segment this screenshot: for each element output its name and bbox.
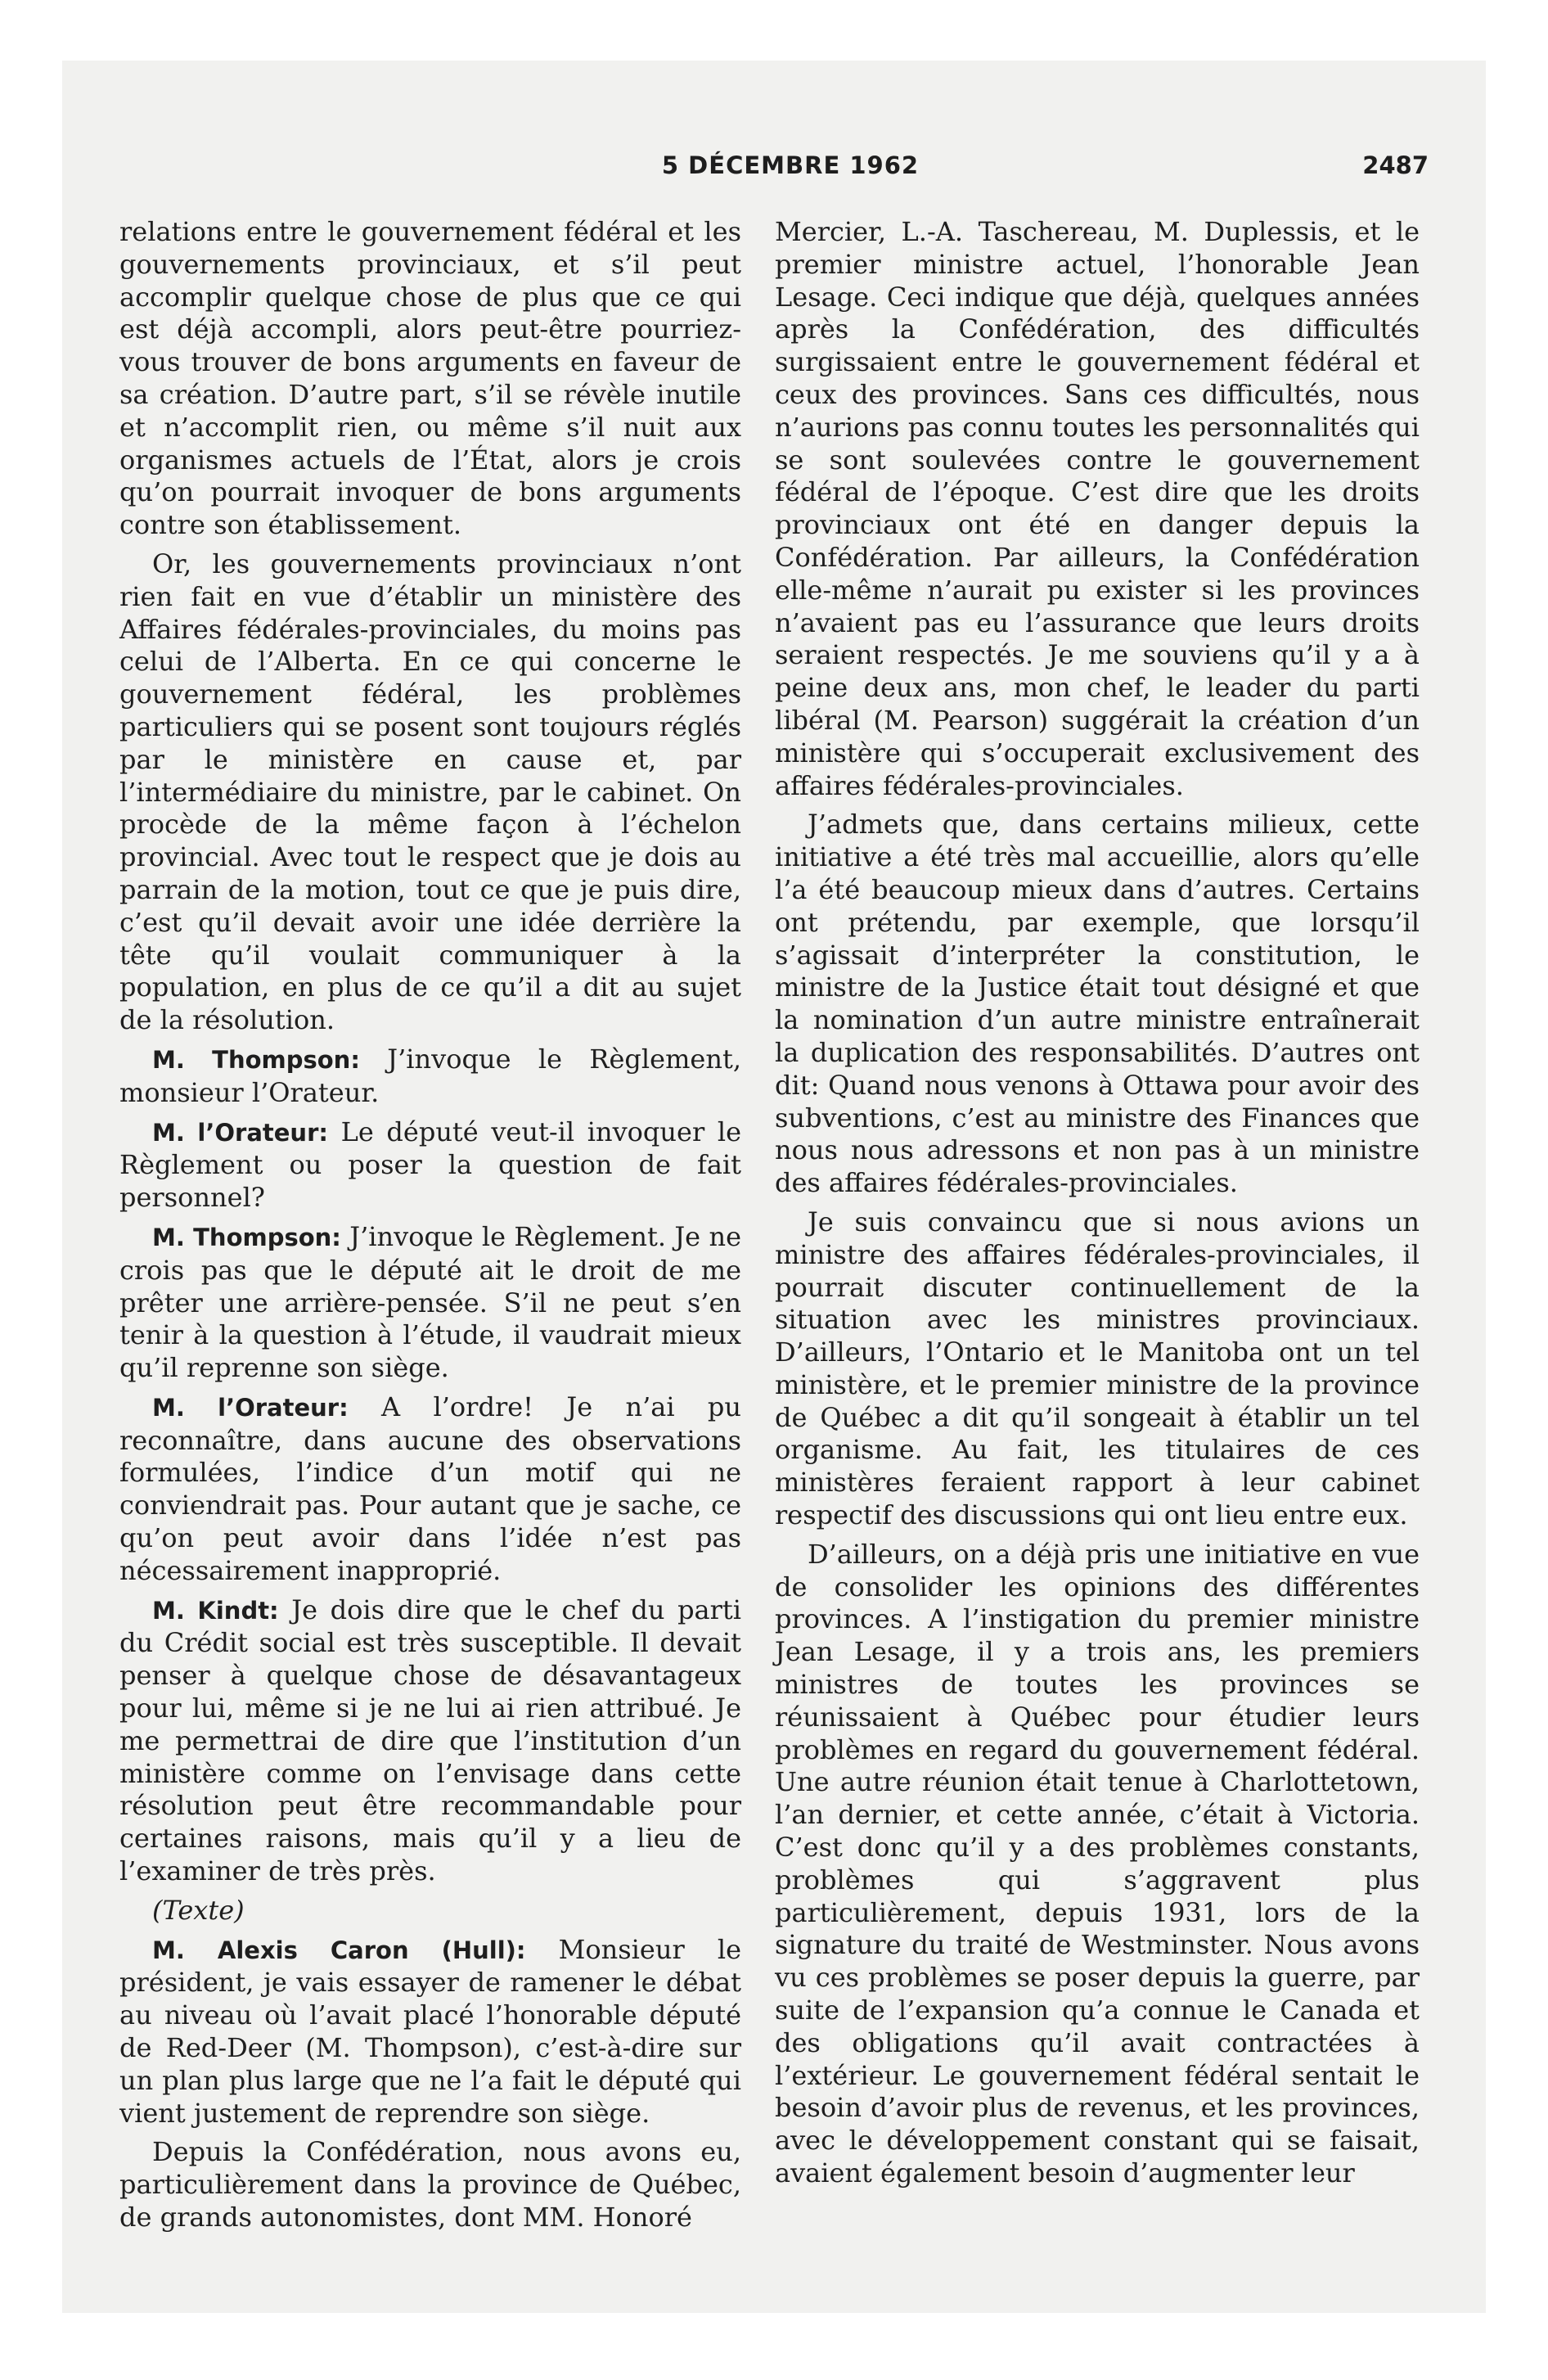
body-paragraph: Mercier, L.-A. Taschereau, M. Duplessis, et le premier ministre actuel, l’honorable Jean Lesage. Ceci indique que déjà, quelques années après la Confédération, des difficultés surgissaient entre le gouvernement fédéral et ceux des provinces. Sans ces difficultés, nous n’aurions pas connu toutes les personnalités qui se sont soulevées contre le gouvernement fédéral de l’époque. C’est dire que les droits provinciaux ont été en danger depuis la Confédération. Par ailleurs, la Confédération elle-même n’aurait pu exister si les provinces n’avaient pas eu l’assurance que leurs droits seraient respectés. Je me souviens qu’il y a à peine deux ans, mon chef, le leader du parti libéral (M. Pearson) suggérait la création d’un ministère qui s’occuperait exclusivement des affaires fédérales-provinciales. [775,216,1420,801]
page-number: 2487 [1362,151,1429,179]
body-paragraph: D’ailleurs, on a déjà pris une initiative en vue de consolider les opinions des différentes provinces. A l’instigation du premier ministre Jean Lesage, il y a trois ans, les premiers ministres de toutes les provinces se réunissaient à Québec pour étudier leurs problèmes en regard du gouvernement fédéral. Une autre réunion était tenue à Charlottetown, l’an dernier, et cette année, c’était à Victoria. C’est donc qu’il y a des problèmes constants, problèmes qui s’aggravent plus particulièrement, depuis 1931, lors de la signature du traité de Westminster. Nous avons vu ces problèmes se poser depuis la guerre, par suite de l’expansion qu’a connue le Canada et des obligations qu’il avait contractées à l’extérieur. Le gouvernement fédéral sentait le besoin d’avoir plus de revenus, et les provinces, avec le développement constant qui se faisait, avaient également besoin d’augmenter leur [775,1538,1420,2189]
speech-paragraph [119,1934,741,2130]
body-paragraph: Je suis convaincu que si nous avions un ministre des affaires fédérales-provinciales, il pourrait discuter continuellement de la situation avec les ministres provinciaux. D’ailleurs, l’Ontario et le Manitoba ont un tel ministère, et le premier ministre de la province de Québec a dit qu’il songeait à établir un tel organisme. Au fait, les titulaires de ces ministères feraient rapport à leur cabinet respectif des discussions qui ont lieu entre eux. [775,1206,1420,1531]
speech-paragraph [119,1221,741,1385]
header-date: 5 DÉCEMBRE 1962 [661,151,920,179]
speech-paragraph [119,1594,741,1888]
left-column [119,216,741,2241]
body-paragraph: Depuis la Confédération, nous avons eu, particulièrement dans la province de Québec, de grands autonomistes, dont MM. Honoré [119,2136,741,2234]
speaker-name: M. Kindt: [152,1596,279,1625]
speech-paragraph [119,1116,741,1215]
speech-paragraph [119,1391,741,1588]
speech-paragraph [119,1044,741,1110]
body-paragraph: Or, les gouvernements provinciaux n’ont rien fait en vue d’établir un ministère des Affaires fédérales-provinciales, du moins pas celui de l’Alberta. En ce qui concerne le gouvernement fédéral, les problèmes particuliers qui se posent sont toujours réglés par le ministère en cause et, par l’intermédiaire du ministre, par le cabinet. On procède de la même façon à l’échelon provincial. Avec tout le respect que je dois au parrain de la motion, tout ce que je puis dire, c’est qu’il devait avoir une idée derrière la tête qu’il voulait communiquer à la population, en plus de ce qu’il a dit au sujet de la résolution. [119,548,741,1036]
right-column [775,216,1420,2197]
speech-text: J’invoque le Règlement. Je ne crois pas que le député ait le droit de me prêter une arrière-pensée. S’il ne peut s’en tenir à la question à l’étude, il vaudrait mieux qu’il reprenne son siège. [119,1220,742,1384]
speaker-name: M. Alexis Caron (Hull): [152,1936,526,1964]
speech-text: J’invoque le Règlement, monsieur l’Orateur. [119,1043,741,1108]
speech-text: Le député veut-il invoquer le Règlement ou poser la question de fait personnel? [119,1116,742,1214]
speech-text: A l’ordre! Je n’ai pu reconnaître, dans aucune des observations formulées, l’indice d’un motif qui ne conviendrait pas. Pour autant que je sache, ce qu’on peut avoir dans l’idée n’est pas nécessairement inapproprié. [119,1391,742,1586]
speech-text: Je dois dire que le chef du parti du Crédit social est très susceptible. Il devait penser à quelque chose de désavantageux pour lui, même si je ne lui ai rien attribué. Je me permettrai de dire que l’institution d’un ministère comme on l’envisage dans cette résolution peut être recommandable pour certaines raisons, mais qu’il y a lieu de l’examiner de très près. [119,1593,742,1887]
page-header [152,151,1429,184]
speaker-name: M. Thompson: [152,1045,360,1074]
body-paragraph: relations entre le gouvernement fédéral et les gouvernements provinciaux, et s’il peut accomplir quelque chose de plus que ce qui est déjà accompli, alors peut-être pourriez-vous trouver de bons arguments en faveur de sa création. D’autre part, s’il se révèle inutile et n’accomplit rien, ou même s’il nuit aux organismes actuels de l’État, alors je crois qu’on pourrait invoquer de bons arguments contre son établissement. [119,216,741,541]
speaker-name: M. l’Orateur: [152,1118,328,1147]
speech-text: Monsieur le président, je vais essayer de ramener le débat au niveau où l’avait placé l’honorable député de Red-Deer (M. Thompson), c’est-à-dire sur un plan plus large que ne l’a fait le député qui vient justement de reprendre son siège. [119,1933,742,2129]
speaker-name: M. Thompson: [152,1223,341,1251]
speaker-name: M. l’Orateur: [152,1393,349,1422]
body-paragraph: J’admets que, dans certains milieux, cette initiative a été très mal accueillie, alors qu’elle l’a été beaucoup mieux dans d’autres. Certains ont prétendu, par exemple, que lorsqu’il s’agissait d’interpréter la constitution, le ministre de la Justice était tout désigné et que la nomination d’un autre ministre entraînerait la duplication des responsabilités. D’autres ont dit: Quand nous venons à Ottawa pour avoir des subventions, c’est au ministre des Finances que nous nous adressons et non pas à un ministre des affaires fédérales-provinciales. [775,809,1420,1199]
section-label: (Texte) [152,1894,245,1926]
